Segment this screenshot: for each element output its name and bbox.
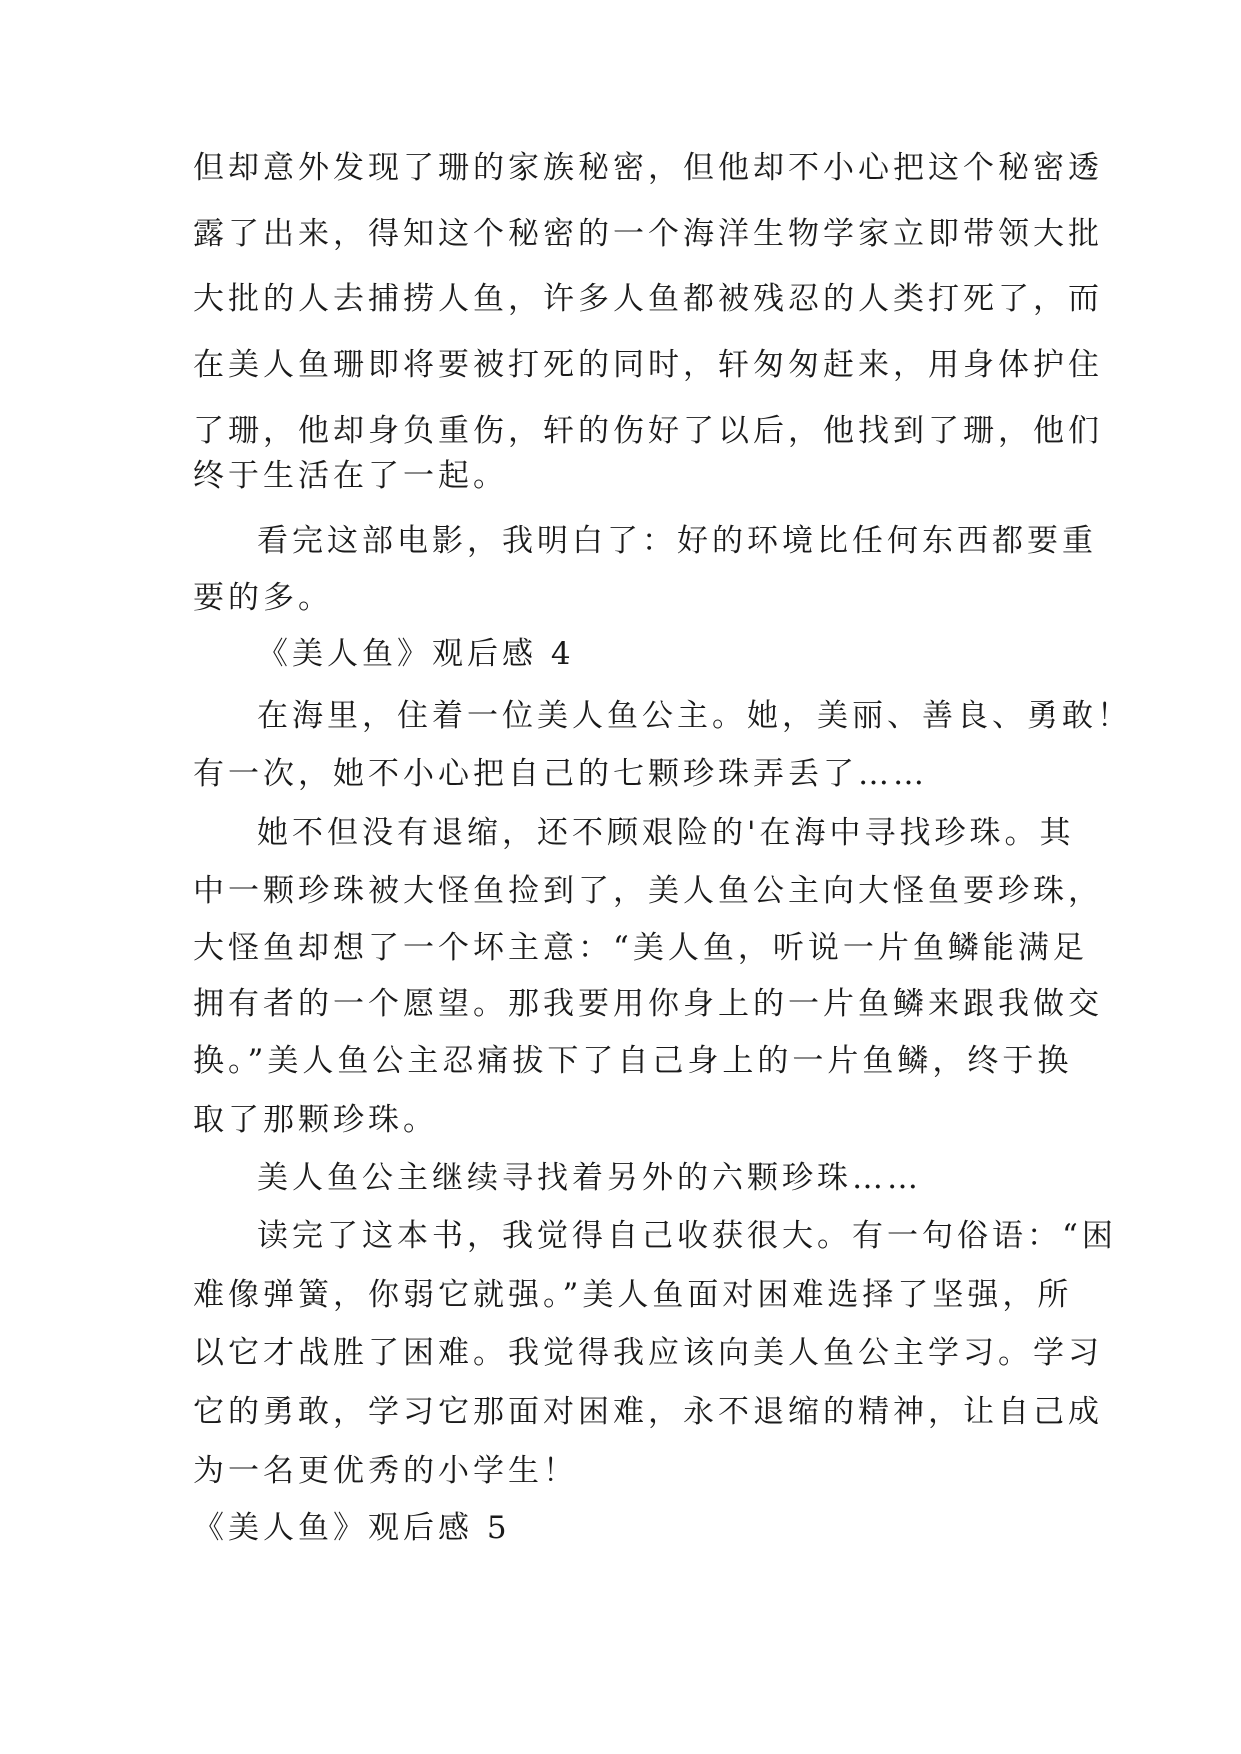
text-line: 难像弹簧，你弱它就强。”美人鱼面对困难选择了坚强，所 xyxy=(193,1277,1073,1313)
section-heading: 《美人鱼》观后感 4 xyxy=(257,636,575,672)
text-line: 它的勇敢，学习它那面对困难，永不退缩的精神，让自己成 xyxy=(193,1394,1103,1430)
text-line: 终于生活在了一起。 xyxy=(193,458,508,494)
text-line: 取了那颗珍珠。 xyxy=(193,1102,438,1138)
text-line: 为一名更优秀的小学生！ xyxy=(193,1453,578,1489)
paragraph-first-line: 在海里，住着一位美人鱼公主。她，美丽、善良、勇敢！ xyxy=(257,698,1132,734)
paragraph-first-line: 她不但没有退缩，还不顾艰险的'在海中寻找珍珠。其 xyxy=(257,815,1075,851)
text-line: 了珊，他却身负重伤，轩的伤好了以后，他找到了珊，他们 xyxy=(193,413,1103,449)
text-line: 要的多。 xyxy=(193,580,333,616)
text-line: 大怪鱼却想了一个坏主意：“美人鱼，听说一片鱼鳞能满足 xyxy=(193,930,1088,966)
paragraph-first-line: 读完了这本书，我觉得自己收获很大。有一句俗语：“困 xyxy=(257,1218,1117,1254)
paragraph-first-line: 美人鱼公主继续寻找着另外的六颗珍珠…… xyxy=(257,1160,922,1196)
text-line: 在美人鱼珊即将要被打死的同时，轩匆匆赶来，用身体护住 xyxy=(193,347,1103,383)
section-heading: 《美人鱼》观后感 5 xyxy=(193,1510,511,1546)
text-line: 换。”美人鱼公主忍痛拔下了自己身上的一片鱼鳞，终于换 xyxy=(193,1043,1073,1079)
text-line: 大批的人去捕捞人鱼，许多人鱼都被残忍的人类打死了，而 xyxy=(193,281,1103,317)
paragraph-first-line: 看完这部电影，我明白了：好的环境比任何东西都要重 xyxy=(257,523,1097,559)
text-line: 以它才战胜了困难。我觉得我应该向美人鱼公主学习。学习 xyxy=(193,1335,1103,1371)
text-line: 拥有者的一个愿望。那我要用你身上的一片鱼鳞来跟我做交 xyxy=(193,986,1103,1022)
text-line: 有一次，她不小心把自己的七颗珍珠弄丢了…… xyxy=(193,756,928,792)
text-line: 中一颗珍珠被大怪鱼捡到了，美人鱼公主向大怪鱼要珍珠， xyxy=(193,873,1103,909)
text-line: 但却意外发现了珊的家族秘密，但他却不小心把这个秘密透 xyxy=(193,150,1103,186)
text-line: 露了出来，得知这个秘密的一个海洋生物学家立即带领大批 xyxy=(193,216,1103,252)
